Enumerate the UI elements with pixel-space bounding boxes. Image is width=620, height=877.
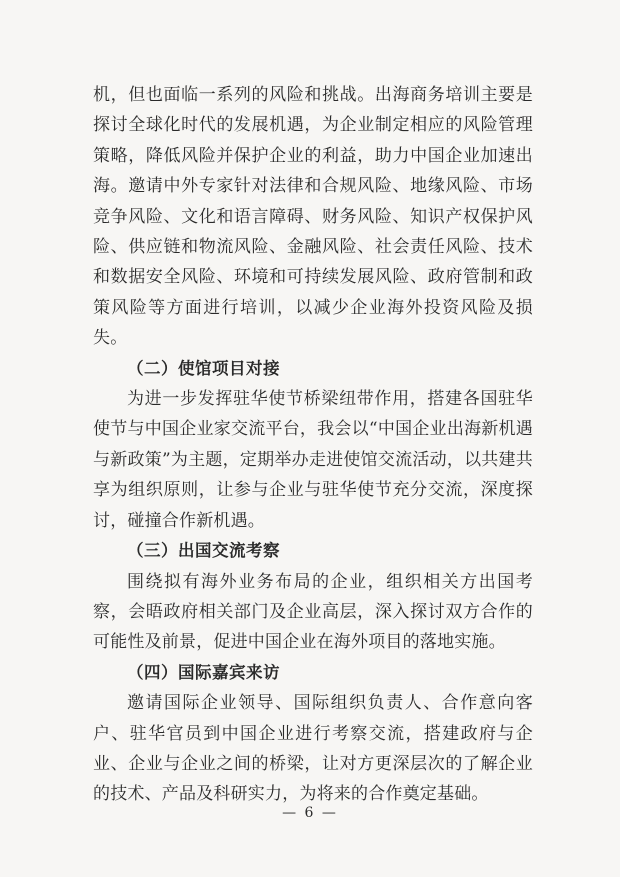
paragraph-international-guests: 邀请国际企业领导、国际组织负责人、合作意向客户、驻华官员到中国企业进行考察交流，搭建政府与企业、企业与企业之间的桥梁，让对方更深层次的了解企业的技术、产品及科研实力，为将来的合作奠定基础。 <box>93 693 533 805</box>
heading-overseas-visits: （三）出国交流考察 <box>127 541 280 561</box>
body-text <box>93 80 533 810</box>
heading-embassy-projects: （二）使馆项目对接 <box>127 358 280 378</box>
page-number: — 6 — <box>282 805 338 821</box>
paragraph-overseas-visits: 围绕拟有海外业务布局的企业，组织相关方出国考察，会晤政府相关部门及企业高层，深入探讨双方合作的可能性及前景，促进中国企业在海外项目的落地实施。 <box>93 571 533 653</box>
heading-international-guests: （四）国际嘉宾来访 <box>127 662 280 682</box>
paragraph-risk-training: 机，但也面临一系列的风险和挑战。出海商务培训主要是探讨全球化时代的发展机遇，为企业制定相应的风险管理策略，降低风险并保护企业的利益，助力中国企业加速出海。邀请中外专家针对法律和合规风险、地缘风险、市场竞争风险、文化和语言障碍、财务风险、知识产权保护风险、供应链和物流风险、金融风险、社会责任风险、技术和数据安全风险、环境和可持续发展风险、政府管制和政策风险等方面进行培训，以减少企业海外投资风险及损失。 <box>93 85 533 349</box>
paragraph-embassy-projects: 为进一步发挥驻华使节桥梁纽带作用，搭建各国驻华使节与中国企业家交流平台，我会以“中国企业出海新机遇与新政策”为主题，定期举办走进使馆交流活动，以共建共享为组织原则，让参与企业与驻华使节充分交流，深度探讨，碰撞合作新机遇。 <box>93 389 533 531</box>
